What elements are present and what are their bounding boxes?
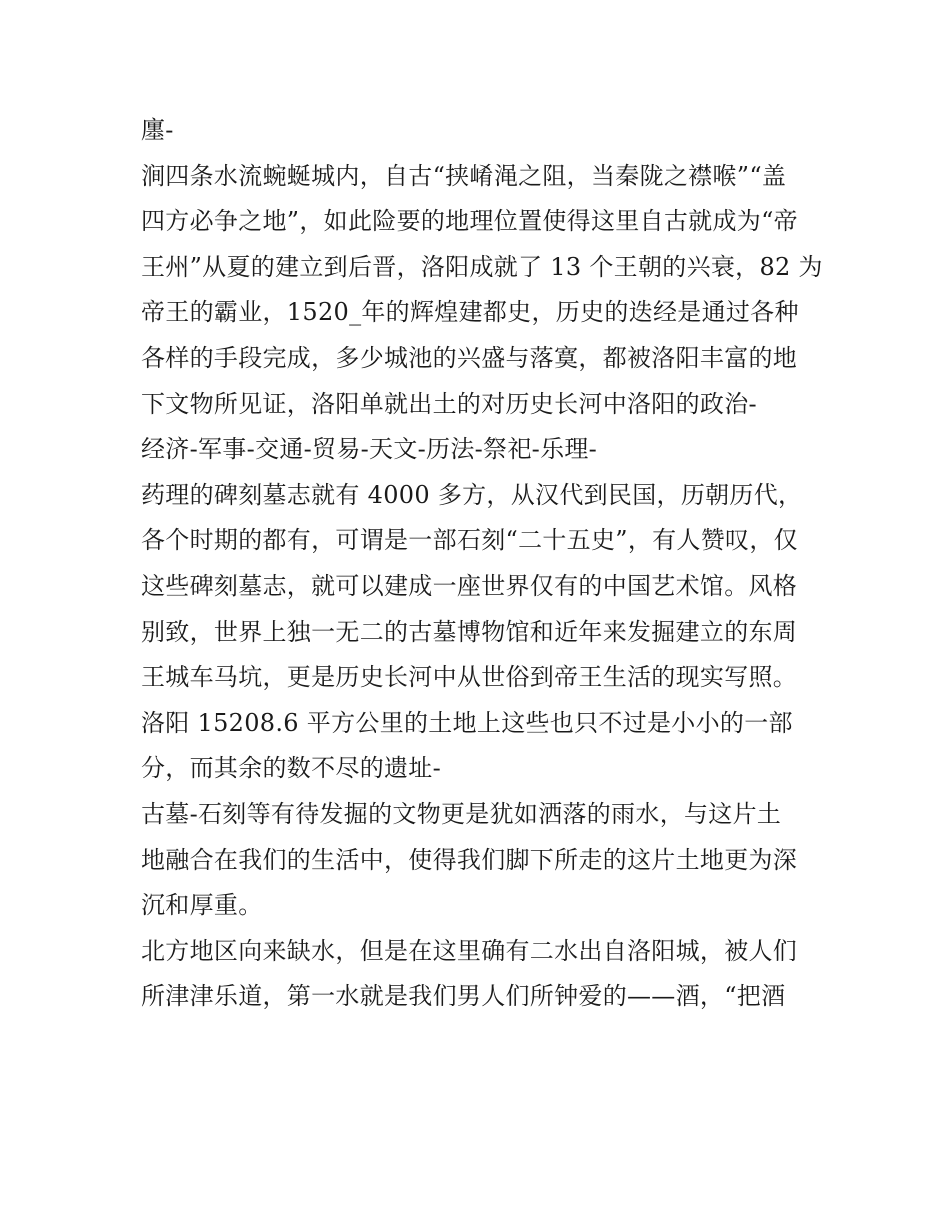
text-line: 别致，世界上独一无二的古墓博物馆和近年来发掘建立的东周 bbox=[141, 617, 798, 646]
text-line: 下文物所见证，洛阳单就出土的对历史长河中洛阳的政治- bbox=[141, 389, 757, 418]
text-line: 王城车马坑，更是历史长河中从世俗到帝王生活的现实写照。 bbox=[141, 663, 798, 692]
text-line: 药理的碑刻墓志就有 4000 多方，从汉代到民国，历朝历代， bbox=[141, 480, 803, 509]
text-line: 地融合在我们的生活中，使得我们脚下所走的这片土地更为深 bbox=[141, 845, 798, 874]
text-line: 这些碑刻墓志，就可以建成一座世界仅有的中国艺术馆。风格 bbox=[141, 571, 798, 600]
text-line: 经济-军事-交通-贸易-天文-历法-祭祀-乐理- bbox=[141, 435, 598, 464]
text-line: 洛阳 15208.6 平方公里的土地上这些也只不过是小小的一部 bbox=[141, 708, 793, 737]
text-line: 各个时期的都有，可谓是一部石刻“二十五史”，有人赞叹，仅 bbox=[141, 526, 798, 555]
text-line: 沉和厚重。 bbox=[141, 891, 263, 920]
text-line: 帝王的霸业，1520_年的辉煌建都史，历史的迭经是通过各种 bbox=[141, 298, 799, 327]
text-line: 各样的手段完成，多少城池的兴盛与落寞，都被洛阳丰富的地 bbox=[141, 343, 798, 372]
text-line: 分，而其余的数不尽的遗址- bbox=[141, 754, 442, 783]
text-line: 北方地区向来缺水，但是在这里确有二水出自洛阳城，被人们 bbox=[141, 936, 798, 965]
text-line: 所津津乐道，第一水就是我们男人们所钟爱的——酒，“把酒 bbox=[141, 982, 786, 1011]
text-line: 四方必争之地”，如此险要的地理位置使得这里自古就成为“帝 bbox=[141, 207, 798, 236]
document-body-text bbox=[141, 108, 821, 1020]
text-line: 廛- bbox=[141, 116, 174, 144]
text-line: 涧四条水流蜿蜒城内，自古“挟崤渑之阻，当秦陇之襟喉”“盖 bbox=[141, 161, 787, 190]
text-line: 王州”从夏的建立到后晋，洛阳成就了 13 个王朝的兴衰，82 为 bbox=[141, 252, 823, 281]
text-line: 古墓-石刻等有待发掘的文物更是犹如洒落的雨水，与这片土 bbox=[141, 799, 782, 828]
